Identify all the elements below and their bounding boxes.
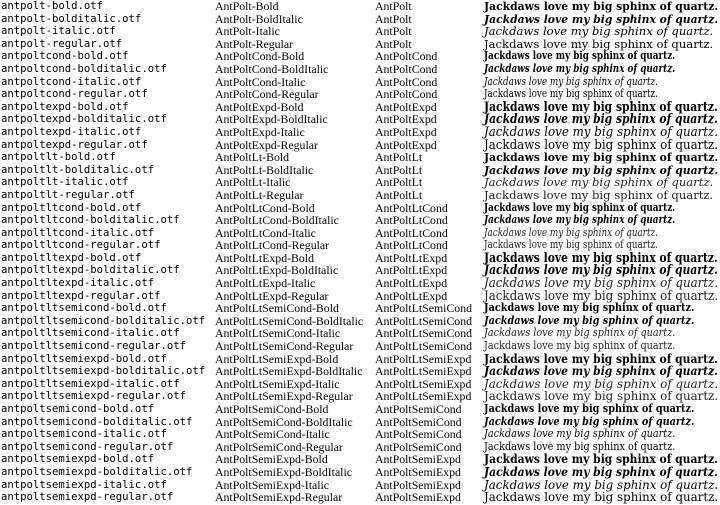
font-family-name: AntPoltExpd <box>375 137 437 152</box>
font-family-name: AntPoltLtSemiExpd <box>375 376 472 391</box>
font-file-name: antpoltsemicond-bolditalic.otf <box>1 415 193 428</box>
font-file-name: antpoltltcond-bold.otf <box>1 201 142 214</box>
font-family-name: AntPoltLtSemiExpd <box>375 364 472 379</box>
font-file-name: antpoltltsemiexpd-bolditalic.otf <box>1 365 206 378</box>
font-sample-text: Jackdaws love my big sphinx of quartz. <box>484 150 719 165</box>
font-file-name: antpoltltsemiexpd-regular.otf <box>1 390 186 403</box>
font-file-name: antpoltcond-italic.otf <box>1 75 142 88</box>
font-full-name: AntPoltSemiCond-Regular <box>215 439 343 454</box>
font-full-name: AntPolt-BoldItalic <box>215 11 303 26</box>
font-file-name: antpoltltcond-bolditalic.otf <box>1 214 180 227</box>
font-file-name: antpoltltcond-regular.otf <box>1 239 161 252</box>
font-sample-text: Jackdaws love my big sphinx of quartz. <box>484 36 714 51</box>
font-family-name: AntPolt <box>375 36 412 51</box>
font-file-name: antpoltcond-bolditalic.otf <box>1 62 167 75</box>
font-family-name: AntPoltCond <box>375 74 438 89</box>
font-full-name: AntPoltCond-Regular <box>215 87 319 102</box>
font-family-name: AntPoltLtCond <box>375 200 448 215</box>
font-full-name: AntPoltLtExpd-Bold <box>215 250 314 265</box>
font-full-name: AntPoltLtCond-Italic <box>215 225 316 240</box>
font-full-name: AntPoltExpd-Bold <box>215 99 304 114</box>
font-sample-text: Jackdaws love my big sphinx of quartz. <box>484 61 676 75</box>
font-full-name: AntPoltLtSemiCond-Italic <box>215 326 341 341</box>
font-sample-text: Jackdaws love my big sphinx of quartz. <box>484 389 719 404</box>
font-family-name: AntPoltExpd <box>375 99 437 114</box>
font-sample-text: Jackdaws love my big sphinx of quartz. <box>484 136 719 152</box>
font-file-name: antpoltltexpd-bolditalic.otf <box>1 264 180 277</box>
font-full-name: AntPoltLt-Bold <box>215 150 290 165</box>
font-family-name: AntPoltExpd <box>375 112 437 127</box>
font-sample-text: Jackdaws love my big sphinx of quartz. <box>484 313 695 327</box>
font-family-name: AntPoltLt <box>375 162 423 177</box>
font-sample-text: Jackdaws love my big sphinx of quartz. <box>484 287 719 303</box>
font-sample-text: Jackdaws love my big sphinx of quartz. <box>484 339 676 353</box>
font-full-name: AntPoltCond-Bold <box>215 49 305 64</box>
font-sample-text: Jackdaws love my big sphinx of quartz. <box>484 49 676 63</box>
font-family-name: AntPoltSemiExpd <box>375 464 461 479</box>
font-full-name: AntPoltLtExpd-Regular <box>215 288 329 303</box>
font-sample-text: Jackdaws love my big sphinx of quartz. <box>484 326 676 340</box>
font-family-name: AntPoltLt <box>375 187 423 202</box>
font-file-name: antpoltexpd-bold.otf <box>1 100 129 113</box>
font-sample-text: Jackdaws love my big sphinx of quartz. <box>484 98 718 114</box>
font-file-name: antpolt-regular.otf <box>1 37 123 50</box>
font-full-name: AntPoltLtCond-BoldItalic <box>215 213 339 228</box>
font-full-name: AntPoltLtExpd-Italic <box>215 276 316 291</box>
font-sample-text: Jackdaws love my big sphinx of quartz. <box>484 376 719 391</box>
font-family-name: AntPoltCond <box>375 87 438 102</box>
font-sample-text: Jackdaws love my big sphinx of quartz. <box>484 123 719 139</box>
font-file-name: antpoltcond-bold.otf <box>1 50 129 63</box>
font-sample-text: Jackdaws love my big sphinx of quartz. <box>484 11 719 26</box>
font-sample-text: Jackdaws love my big sphinx of quartz. <box>484 87 658 101</box>
font-family-name: AntPoltSemiCond <box>375 414 462 429</box>
font-family-name: AntPoltLtSemiCond <box>375 313 473 328</box>
font-file-name: antpolt-italic.otf <box>1 25 116 38</box>
font-family-name: AntPoltLtSemiCond <box>375 339 473 354</box>
font-file-name: antpoltltsemiexpd-italic.otf <box>1 377 180 390</box>
font-sample-text: Jackdaws love my big sphinx of quartz. <box>484 162 719 177</box>
font-sample-text: Jackdaws love my big sphinx of quartz. <box>484 464 718 479</box>
font-full-name: AntPoltLtSemiExpd-Italic <box>215 376 340 391</box>
font-file-name: antpoltexpd-bolditalic.otf <box>1 113 167 126</box>
font-family-name: AntPoltLtExpd <box>375 288 448 303</box>
font-full-name: AntPoltLtSemiCond-Regular <box>215 339 354 354</box>
font-full-name: AntPoltSemiExpd-Regular <box>215 490 343 505</box>
font-file-name: antpolt-bolditalic.otf <box>1 12 142 25</box>
font-full-name: AntPoltSemiCond-Italic <box>215 427 330 442</box>
font-family-name: AntPolt <box>375 0 412 13</box>
font-full-name: AntPoltLtSemiExpd-BoldItalic <box>215 364 363 379</box>
font-file-name: antpoltltsemiexpd-bold.otf <box>1 352 167 365</box>
font-full-name: AntPolt-Italic <box>215 24 280 39</box>
font-family-name: AntPoltSemiExpd <box>375 477 461 492</box>
font-sample-text: Jackdaws love my big sphinx of quartz. <box>484 439 676 453</box>
font-full-name: AntPoltLtSemiCond-BoldItalic <box>215 313 364 328</box>
font-full-name: AntPoltLt-Regular <box>215 187 304 202</box>
font-family-name: AntPoltLt <box>375 175 423 190</box>
font-family-name: AntPoltLtExpd <box>375 276 448 291</box>
font-full-name: AntPoltLtCond-Regular <box>215 238 330 253</box>
font-file-name: antpoltltsemicond-regular.otf <box>1 340 186 353</box>
font-file-name: antpoltltsemicond-bolditalic.otf <box>1 314 206 327</box>
font-file-name: antpoltsemiexpd-regular.otf <box>1 491 174 504</box>
font-file-name: antpoltlt-bolditalic.otf <box>1 163 155 176</box>
font-sample-text: Jackdaws love my big sphinx of quartz. <box>484 427 676 441</box>
font-sample-text: Jackdaws love my big sphinx of quartz. <box>484 301 695 315</box>
font-sample-text: Jackdaws love my big sphinx of quartz. <box>484 414 695 428</box>
font-family-name: AntPoltLt <box>375 150 423 165</box>
font-sample-text: Jackdaws love my big sphinx of quartz. <box>484 238 658 252</box>
font-file-name: antpoltltexpd-regular.otf <box>1 289 161 302</box>
font-sample-text: Jackdaws love my big sphinx of quartz. <box>484 175 714 190</box>
font-sample-text: Jackdaws love my big sphinx of quartz. <box>484 213 676 227</box>
font-family-name: AntPoltCond <box>375 49 438 64</box>
font-full-name: AntPoltLtSemiExpd-Regular <box>215 389 353 404</box>
font-full-name: AntPoltSemiExpd-Italic <box>215 477 330 492</box>
font-family-name: AntPoltSemiCond <box>375 402 462 416</box>
font-file-name: antpoltsemiexpd-bolditalic.otf <box>1 465 193 478</box>
font-family-name: AntPoltLtSemiCond <box>375 301 473 316</box>
font-file-name: antpoltltsemicond-bold.otf <box>1 302 167 315</box>
font-family-name: AntPoltLtSemiExpd <box>375 351 472 366</box>
font-full-name: AntPoltSemiExpd-BoldItalic <box>215 464 352 479</box>
font-family-name: AntPolt <box>375 11 412 26</box>
font-file-name: antpoltsemicond-regular.otf <box>1 440 174 453</box>
font-file-name: antpoltexpd-italic.otf <box>1 125 142 138</box>
font-file-name: antpoltcond-regular.otf <box>1 88 148 101</box>
font-sample-text: Jackdaws love my big sphinx of quartz. <box>484 477 719 492</box>
font-sample-text: Jackdaws love my big sphinx of quartz. <box>484 187 714 202</box>
font-sample-text: Jackdaws love my big sphinx of quartz. <box>484 262 718 278</box>
font-full-name: AntPoltCond-BoldItalic <box>215 61 329 76</box>
font-full-name: AntPoltLt-BoldItalic <box>215 162 314 177</box>
font-full-name: AntPoltSemiExpd-Bold <box>215 452 328 467</box>
font-sample-text: Jackdaws love my big sphinx of quartz. <box>484 24 714 39</box>
font-full-name: AntPolt-Bold <box>215 0 279 13</box>
font-family-name: AntPoltLtSemiCond <box>375 326 473 341</box>
font-full-name: AntPolt-Regular <box>215 36 293 51</box>
font-sample-text: Jackdaws love my big sphinx of quartz. <box>484 402 695 415</box>
font-sample-text: Jackdaws love my big sphinx of quartz. <box>484 490 719 505</box>
font-family-name: AntPoltLtExpd <box>375 263 448 278</box>
font-full-name: AntPoltLtSemiExpd-Bold <box>215 351 339 366</box>
font-family-name: AntPoltLtCond <box>375 225 448 240</box>
font-full-name: AntPoltLtCond-Bold <box>215 200 315 215</box>
font-full-name: AntPoltExpd-BoldItalic <box>215 112 328 127</box>
font-sample-text: Jackdaws love my big sphinx of quartz. <box>484 351 718 366</box>
font-file-name: antpoltlt-regular.otf <box>1 188 135 201</box>
font-sample-text: Jackdaws love my big sphinx of quartz. <box>484 452 718 467</box>
font-file-name: antpoltlt-italic.otf <box>1 176 129 189</box>
font-family-name: AntPoltLtExpd <box>375 250 448 265</box>
font-sample-text: Jackdaws love my big sphinx of quartz. <box>484 74 658 88</box>
font-sample-text: Jackdaws love my big sphinx of quartz. <box>484 0 719 13</box>
font-file-name: antpolt-bold.otf <box>1 0 104 12</box>
font-file-name: antpoltlt-bold.otf <box>1 151 116 164</box>
font-full-name: AntPoltCond-Italic <box>215 74 306 89</box>
font-sample-text: Jackdaws love my big sphinx of quartz. <box>484 225 658 239</box>
font-full-name: AntPoltLtExpd-BoldItalic <box>215 263 339 278</box>
font-file-name: antpoltsemicond-italic.otf <box>1 428 167 441</box>
font-full-name: AntPoltLt-Italic <box>215 175 291 190</box>
font-family-name: AntPoltExpd <box>375 124 437 139</box>
font-full-name: AntPoltSemiCond-Bold <box>215 402 329 416</box>
font-family-name: AntPoltCond <box>375 61 438 76</box>
font-sample-text: Jackdaws love my big sphinx of quartz. <box>484 275 719 291</box>
table-row <box>0 491 720 504</box>
font-file-name: antpoltexpd-regular.otf <box>1 138 148 151</box>
font-sample-text: Jackdaws love my big sphinx of quartz. <box>484 364 718 379</box>
font-file-name: antpoltltexpd-bold.otf <box>1 251 142 264</box>
font-full-name: AntPoltExpd-Italic <box>215 124 305 139</box>
font-file-name: antpoltsemiexpd-italic.otf <box>1 478 167 491</box>
font-file-name: antpoltsemicond-bold.otf <box>1 403 155 415</box>
font-file-name: antpoltltcond-italic.otf <box>1 226 155 239</box>
font-family-name: AntPoltLtCond <box>375 238 448 253</box>
font-file-name: antpoltsemiexpd-bold.otf <box>1 453 155 466</box>
font-family-name: AntPoltLtCond <box>375 213 448 228</box>
font-sample-text: Jackdaws love my big sphinx of quartz. <box>484 249 718 265</box>
font-family-name: AntPoltLtSemiExpd <box>375 389 472 404</box>
font-file-name: antpoltltexpd-italic.otf <box>1 277 155 290</box>
font-family-name: AntPolt <box>375 24 412 39</box>
font-file-name: antpoltltsemicond-italic.otf <box>1 327 180 340</box>
font-full-name: AntPoltSemiCond-BoldItalic <box>215 414 353 429</box>
font-full-name: AntPoltExpd-Regular <box>215 137 318 152</box>
font-sample-text: Jackdaws love my big sphinx of quartz. <box>484 200 676 214</box>
font-sample-text: Jackdaws love my big sphinx of quartz. <box>484 111 718 127</box>
font-family-name: AntPoltSemiCond <box>375 427 462 442</box>
font-family-name: AntPoltSemiExpd <box>375 490 461 505</box>
font-family-name: AntPoltSemiExpd <box>375 452 461 467</box>
font-family-name: AntPoltSemiCond <box>375 439 462 454</box>
font-full-name: AntPoltLtSemiCond-Bold <box>215 301 339 316</box>
